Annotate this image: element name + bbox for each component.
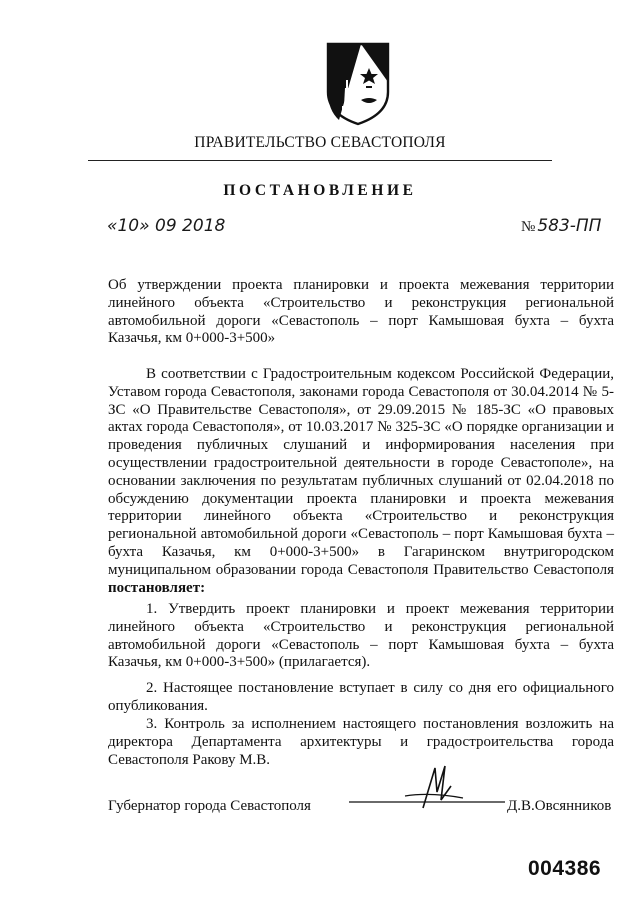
legal-basis-paragraph xyxy=(108,366,614,597)
document-serial-number: 004386 xyxy=(528,857,602,880)
handwritten-signature xyxy=(345,762,515,814)
decree-item-3: 3. Контроль за исполнением настоящего постановления возложить на директора Департамента архитектуры и градостроительства города Севастополя Ракову М.В. xyxy=(108,716,614,768)
government-name: ПРАВИТЕЛЬСТВО СЕВАСТОПОЛЯ xyxy=(194,134,446,151)
signatory-name: Д.В.Овсянников xyxy=(507,798,612,814)
header-divider xyxy=(88,160,552,161)
document-number xyxy=(521,216,601,236)
number-value: 583-ПП xyxy=(537,216,602,236)
legal-basis-text: В соответствии с Градостроительным кодексом Российской Федерации, Уставом города Севастополя, законами города Севастополя от 30.04.2014 № 5-ЗС «О Правительстве Севастополя», от 29.09.2015 № 185-ЗС «О правовых актах города Севастополя», от 10.03.2017 № 325-ЗС «О порядке организации и проведения публичных слушаний и информирования населения при осуществлении градостроительной деятельности в городе Севастополе», на основании заключения по результатам публичных слушаний от 02.04.2018 по обсуждению документации проекта планировки и проекта межевания территории линейного объекта «Строительство и реконструкция региональной автомобильной дороги «Севастополь – порт Камышовая бухта – бухта Казачья, км 0+000-3+500» в Гагаринском внутригородском муниципальном образовании города Севастополя Правительство Севастополя xyxy=(108,366,614,578)
signatory-position: Губернатор города Севастополя xyxy=(108,798,311,814)
coat-of-arms-icon xyxy=(325,42,391,126)
decree-item-2: 2. Настоящее постановление вступает в силу со дня его официального опубликования. xyxy=(108,680,614,714)
document-date: «10» 09 2018 xyxy=(107,216,226,236)
document-subject: Об утверждении проекта планировки и проекта межевания территории линейного объекта «Строительство и реконструкция региональной автомобильной дороги «Севастополь – порт Камышовая бухта – бухта Казачья, км 0+000-3+500» xyxy=(108,277,614,347)
number-label: № xyxy=(521,219,536,235)
decree-item-1: 1. Утвердить проект планировки и проект межевания территории линейного объекта «Строительство и реконструкция региональной автомобильной дороги «Севастополь – порт Камышовая бухта – бухта Казачья, км 0+000-3+500» (прилагается). xyxy=(108,601,614,671)
decree-word: постановляет: xyxy=(108,579,206,596)
document-type-title: ПОСТАНОВЛЕНИЕ xyxy=(223,182,417,199)
